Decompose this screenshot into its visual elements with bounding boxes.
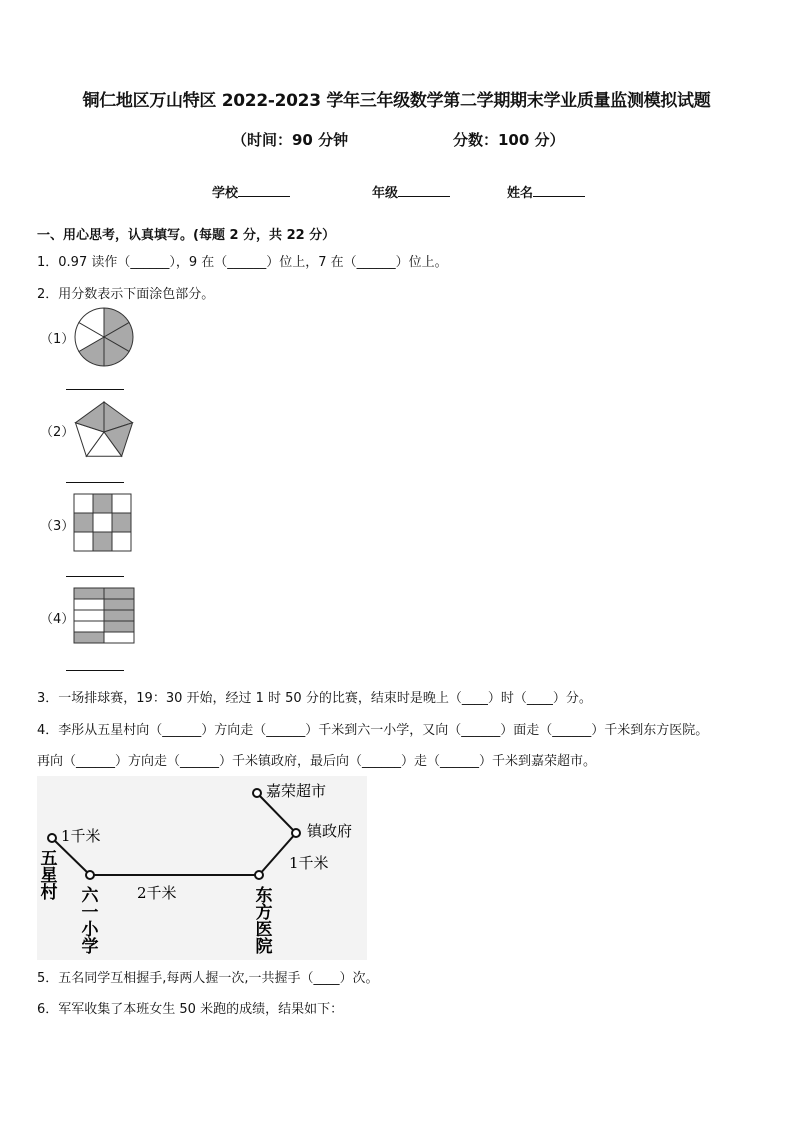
strip-cell bbox=[104, 599, 134, 610]
school-field bbox=[212, 182, 290, 201]
grade-field bbox=[372, 182, 450, 201]
grid-cell bbox=[74, 513, 93, 532]
label-dongfang-2: 方 bbox=[255, 903, 273, 923]
strip-cell bbox=[104, 588, 134, 599]
question-4-line-2: 再向（______）方向走（______）千米镇政府，最后向（______）走（______）千米到嘉荣超市。 bbox=[37, 754, 597, 769]
answer-line-2[interactable] bbox=[66, 482, 124, 483]
name-field bbox=[507, 182, 585, 201]
exam-score: 分数：100 分） bbox=[453, 131, 565, 149]
page-title: 铜仁地区万山特区 2022-2023 学年三年级数学第二学期期末学业质量监测模拟试题 bbox=[82, 91, 711, 111]
strip-cell bbox=[104, 610, 134, 621]
strips-figure bbox=[72, 586, 136, 646]
question-3: 3．一场排球赛，19：30 开始，经过 1 时 50 分的比赛，结束时是晚上（____）时（____）分。 bbox=[37, 691, 592, 706]
figure-label-2: （2） bbox=[40, 425, 75, 440]
point-dongfang bbox=[255, 871, 263, 879]
label-liuyi-2: 一 bbox=[81, 903, 99, 923]
label-zhengfu: 镇政府 bbox=[307, 822, 353, 840]
grid-cell bbox=[74, 532, 93, 551]
grid-figure bbox=[72, 492, 134, 554]
answer-line-4[interactable] bbox=[66, 670, 124, 671]
figure-label-1: （1） bbox=[40, 332, 75, 347]
label-wuxing-1: 五 bbox=[40, 849, 58, 869]
question-1: 1．0.97 读作（______），9 在（______）位上，7 在（______）位上。 bbox=[37, 255, 448, 270]
question-4-line-1: 4．李彤从五星村向（______）方向走（______）千米到六一小学，又向（______）面走（______）千米到东方医院。 bbox=[37, 723, 709, 738]
label-dongfang-1: 东 bbox=[255, 886, 273, 906]
grade-label: 年级 bbox=[372, 186, 399, 201]
strip-cell bbox=[74, 632, 104, 643]
grid-cell bbox=[74, 494, 93, 513]
name-blank[interactable] bbox=[533, 184, 585, 197]
grid-cell bbox=[93, 494, 112, 513]
grid-cell bbox=[112, 494, 131, 513]
label-liuyi-4: 学 bbox=[81, 937, 99, 957]
figure-label-3: （3） bbox=[40, 519, 75, 534]
pentagon-figure bbox=[72, 398, 136, 462]
strip-cell bbox=[104, 621, 134, 632]
distance-2: 2千米 bbox=[137, 884, 177, 902]
answer-line-3[interactable] bbox=[66, 576, 124, 577]
figure-label-4: （4） bbox=[40, 612, 75, 627]
label-dongfang-3: 医 bbox=[255, 920, 273, 940]
point-wuxing bbox=[48, 834, 56, 842]
label-dongfang-4: 院 bbox=[255, 937, 273, 957]
grid-cell bbox=[112, 513, 131, 532]
label-wuxing-3: 村 bbox=[40, 883, 58, 903]
answer-line-1[interactable] bbox=[66, 389, 124, 390]
exam-time: （时间：90 分钟 bbox=[232, 131, 349, 149]
question-6: 6．军军收集了本班女生 50 米跑的成绩，结果如下： bbox=[37, 1002, 344, 1017]
name-label: 姓名 bbox=[507, 186, 534, 201]
strip-cell bbox=[104, 632, 134, 643]
point-liuyi bbox=[86, 871, 94, 879]
strip-cell bbox=[74, 610, 104, 621]
question-5: 5．五名同学互相握手,每两人握一次,一共握手（____）次。 bbox=[37, 971, 379, 986]
grade-blank[interactable] bbox=[398, 184, 450, 197]
label-liuyi-1: 六 bbox=[81, 886, 99, 906]
route-map bbox=[37, 776, 367, 960]
point-zhengfu bbox=[292, 829, 300, 837]
grid-cell bbox=[112, 532, 131, 551]
strip-cell bbox=[74, 599, 104, 610]
distance-3: 1千米 bbox=[289, 854, 329, 872]
grid-cell bbox=[93, 532, 112, 551]
strip-cell bbox=[74, 588, 104, 599]
distance-1: 1千米 bbox=[61, 827, 101, 845]
school-label: 学校 bbox=[212, 186, 239, 201]
grid-cell bbox=[93, 513, 112, 532]
strip-cell bbox=[74, 621, 104, 632]
school-blank[interactable] bbox=[238, 184, 290, 197]
label-liuyi-3: 小 bbox=[81, 920, 99, 940]
label-wuxing-2: 星 bbox=[40, 866, 58, 886]
point-jiarong bbox=[253, 789, 261, 797]
question-2: 2．用分数表示下面涂色部分。 bbox=[37, 287, 215, 302]
circle-figure bbox=[72, 305, 136, 369]
label-jiarong: 嘉荣超市 bbox=[266, 782, 327, 800]
section-heading: 一、用心思考，认真填写。(每题 2 分，共 22 分） bbox=[37, 228, 336, 243]
